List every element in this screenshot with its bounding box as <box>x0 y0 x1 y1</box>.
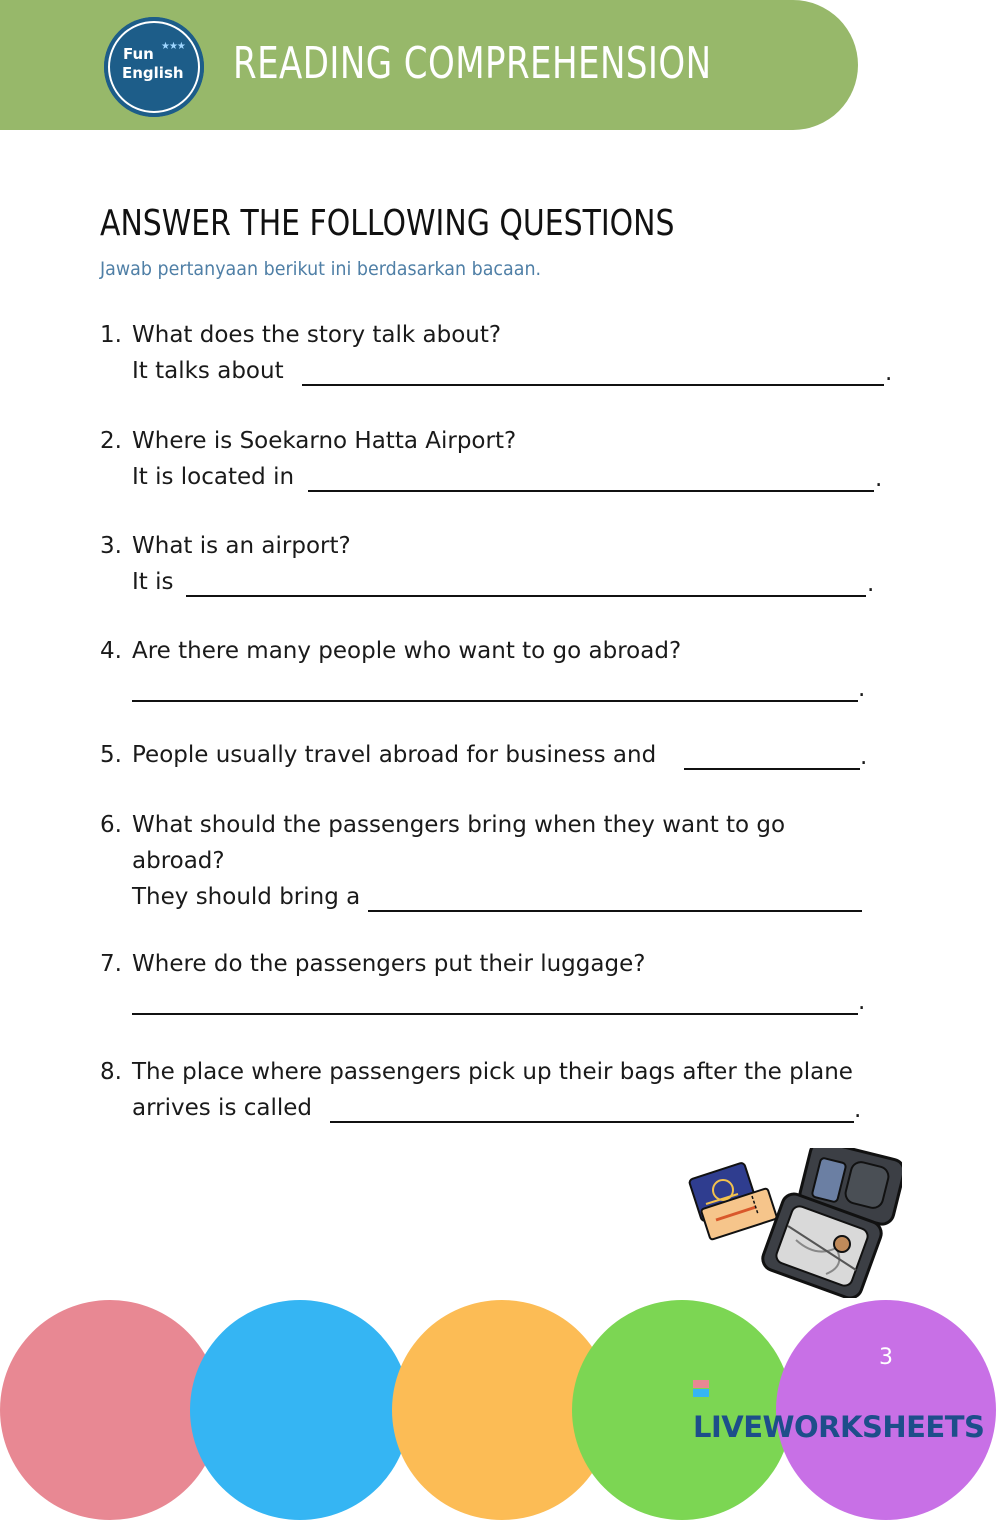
answer-blank[interactable] <box>132 700 858 702</box>
travel-illustration <box>686 1148 902 1298</box>
section-subtitle: Jawab pertanyaan berikut ini berdasarkan bacaan. <box>100 258 542 280</box>
answer-blank[interactable] <box>186 595 866 597</box>
question-text-cont: abroad? <box>132 848 225 874</box>
answer-blank[interactable] <box>132 1013 858 1015</box>
question-number: 3. <box>100 533 122 559</box>
logo-line1: Fun <box>123 45 154 63</box>
question-text: The place where passengers pick up their bags after the plane <box>132 1059 853 1085</box>
live-logo-icon <box>693 1380 709 1406</box>
question-text-cont: arrives is called <box>132 1095 313 1121</box>
answer-prefix: It is <box>132 569 174 595</box>
deco-circle-pink <box>0 1300 220 1520</box>
question-text: What is an airport? <box>132 533 351 559</box>
answer-blank[interactable] <box>302 384 884 386</box>
question-number: 5. <box>100 742 122 768</box>
question-text: Where is Soekarno Hatta Airport? <box>132 428 517 454</box>
answer-prefix: They should bring a <box>132 884 361 910</box>
question-number: 8. <box>100 1059 122 1085</box>
question-number: 2. <box>100 428 122 454</box>
question-number: 7. <box>100 951 122 977</box>
answer-end: . <box>858 676 866 702</box>
answer-end: . <box>860 744 868 770</box>
page-title: READING COMPREHENSION <box>233 38 712 89</box>
question-number: 6. <box>100 812 122 838</box>
answer-prefix: It talks about <box>132 358 284 384</box>
answer-blank[interactable] <box>368 910 862 912</box>
answer-prefix: It is located in <box>132 464 295 490</box>
question-text: What should the passengers bring when they want to go <box>132 812 786 838</box>
page-number: 3 <box>879 1345 893 1370</box>
answer-end: . <box>875 466 883 492</box>
deco-circle-blue <box>190 1300 410 1520</box>
question-text: Are there many people who want to go abroad? <box>132 638 682 664</box>
fun-english-logo <box>104 17 204 117</box>
answer-end: . <box>867 571 875 597</box>
answer-blank[interactable] <box>684 768 860 770</box>
liveworksheets-brand <box>693 1376 1000 1444</box>
question-number: 1. <box>100 322 122 348</box>
answer-blank[interactable] <box>330 1121 854 1123</box>
answer-end: . <box>885 360 893 386</box>
logo-line2: English <box>122 64 184 82</box>
section-title: ANSWER THE FOLLOWING QUESTIONS <box>100 203 675 244</box>
answer-end: . <box>858 989 866 1015</box>
question-text: Where do the passengers put their luggage? <box>132 951 646 977</box>
question-number: 4. <box>100 638 122 664</box>
question-text: What does the story talk about? <box>132 322 502 348</box>
open-suitcase-icon <box>759 1148 902 1298</box>
answer-blank[interactable] <box>308 490 874 492</box>
answer-end: . <box>854 1097 862 1123</box>
brand-text: LIVEWORKSHEETS <box>693 1410 985 1444</box>
logo-stars: ★★★ <box>161 41 185 52</box>
question-text: People usually travel abroad for business and <box>132 742 657 768</box>
